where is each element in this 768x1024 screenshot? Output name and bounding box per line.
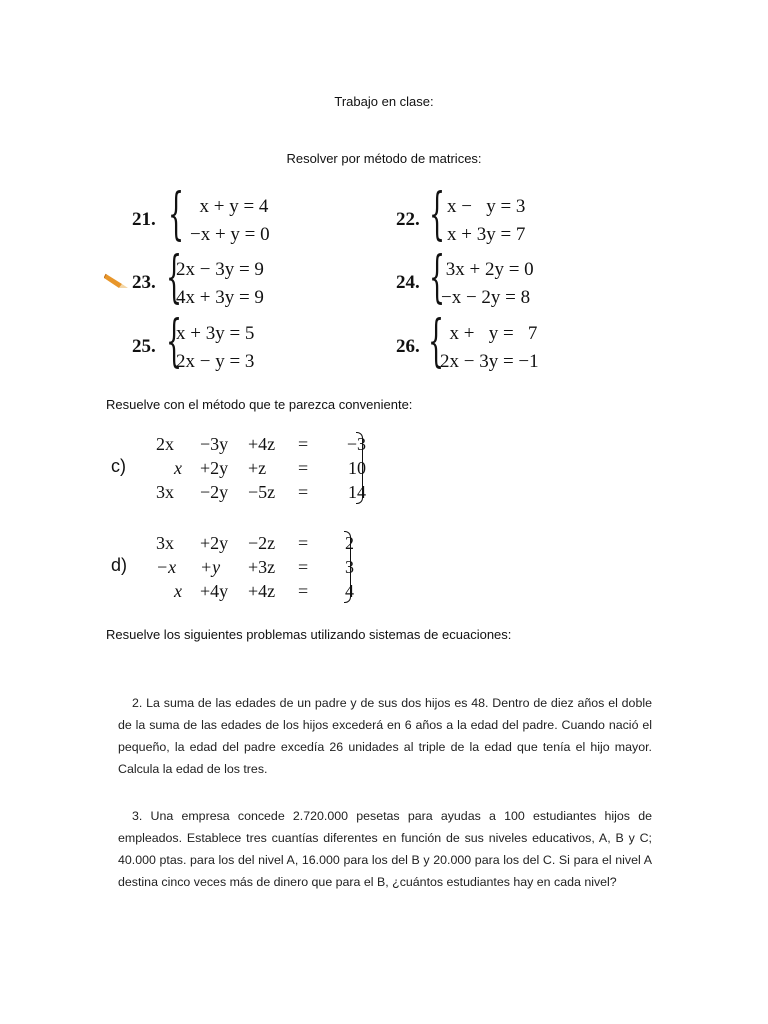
left-brace: { — [168, 182, 185, 247]
equals-sign: = — [298, 433, 309, 454]
equation: 2x − 3y = −1 — [440, 351, 539, 372]
constant: 4 — [345, 580, 354, 601]
term: +z — [248, 457, 267, 478]
constant: 14 — [348, 481, 366, 502]
equation: 3x + 2y = 0 — [441, 259, 534, 280]
left-brace: { — [429, 182, 446, 247]
system-number: 23. — [132, 272, 156, 293]
system-21 — [132, 182, 332, 251]
equals-sign: = — [298, 580, 309, 601]
term: +3z — [248, 556, 276, 577]
term: x — [174, 580, 182, 601]
equation: x + y = 4 — [190, 196, 269, 217]
system-26 — [396, 309, 616, 378]
equation-row — [156, 480, 366, 504]
system-label: d) — [111, 555, 128, 575]
constant: 10 — [348, 457, 366, 478]
equals-sign: = — [298, 532, 309, 553]
equation-row — [156, 579, 354, 603]
equals-sign: = — [298, 556, 309, 577]
section-title-problems: Resuelve los siguientes problemas utilizando sistemas de ecuaciones: — [106, 627, 512, 642]
left-brace: { — [166, 309, 183, 374]
term: −3y — [200, 433, 229, 454]
left-brace: { — [166, 245, 183, 310]
equation-row — [156, 432, 366, 456]
term: 3x — [156, 481, 174, 502]
constant: 2 — [345, 532, 354, 553]
equation: 2x − y = 3 — [176, 351, 255, 372]
problem-3: 3. Una empresa concede 2.720.000 pesetas para ayudas a 100 estudiantes hijos de empleados. Establece tres cuantías diferentes en función de sus niveles educativos, A, B y C; 40.000 ptas. para los del nivel A, 16.000 para los del B y 20.000 para los del C. Si para el nivel A destina cinco veces más de dinero que para el B, ¿cuántos estudiantes hay en cada nivel? — [118, 809, 652, 889]
equation: x + 3y = 7 — [447, 224, 526, 245]
system-c — [108, 432, 388, 512]
term: 2x — [156, 433, 174, 454]
system-number: 22. — [396, 209, 420, 230]
term: +4y — [200, 580, 229, 601]
system-22 — [396, 182, 596, 251]
equation: 4x + 3y = 9 — [176, 287, 264, 308]
equation-table — [156, 531, 354, 603]
system-24 — [396, 245, 596, 314]
system-d — [108, 531, 388, 611]
term: −2z — [248, 532, 276, 553]
term: +2y — [200, 457, 229, 478]
equation: x − y = 3 — [447, 196, 526, 217]
section-title-convenient-method: Resuelve con el método que te parezca conveniente: — [106, 397, 413, 412]
equals-sign: = — [298, 457, 309, 478]
left-brace: { — [428, 309, 445, 374]
equation: −x + y = 0 — [190, 224, 270, 245]
constant: −3 — [346, 433, 366, 454]
equation: x + y = 7 — [440, 323, 538, 344]
equation-row — [156, 531, 354, 555]
term: −x — [156, 556, 177, 577]
section-title-matrices: Resolver por método de matrices: — [286, 151, 482, 166]
equation-table — [156, 432, 366, 504]
term: +2y — [200, 532, 229, 553]
equation-row — [156, 456, 366, 480]
pencil-icon — [104, 270, 130, 290]
term: −2y — [200, 481, 229, 502]
term: x — [174, 457, 182, 478]
term: +4z — [248, 433, 276, 454]
term: +4z — [248, 580, 276, 601]
system-number: 21. — [132, 209, 156, 230]
equation: 2x − 3y = 9 — [176, 259, 264, 280]
right-bracket — [344, 531, 351, 603]
system-label: c) — [111, 456, 126, 476]
system-number: 25. — [132, 336, 156, 357]
term: 3x — [156, 532, 174, 553]
left-brace: { — [429, 245, 446, 310]
constant: 3 — [345, 556, 354, 577]
equation: x + 3y = 5 — [176, 323, 255, 344]
system-23 — [132, 245, 332, 314]
equation-row — [156, 555, 354, 579]
system-25 — [132, 309, 332, 378]
problem-2: 2. La suma de las edades de un padre y de sus dos hijos es 48. Dentro de diez años el doble de la suma de las edades de los hijos excederá en 6 años a la edad del padre. Cuando nació el pequeño, la edad del padre excedía 26 unidades al triple de la edad que tenía el hijo mayor. Calcula la edad de los tres. — [118, 696, 652, 776]
term: −5z — [248, 481, 276, 502]
equation: −x − 2y = 8 — [441, 287, 531, 308]
system-number: 24. — [396, 272, 420, 293]
equals-sign: = — [298, 481, 309, 502]
system-number: 26. — [396, 336, 420, 357]
right-bracket — [356, 432, 363, 504]
page-heading: Trabajo en clase: — [334, 94, 434, 109]
term: +y — [200, 556, 221, 577]
